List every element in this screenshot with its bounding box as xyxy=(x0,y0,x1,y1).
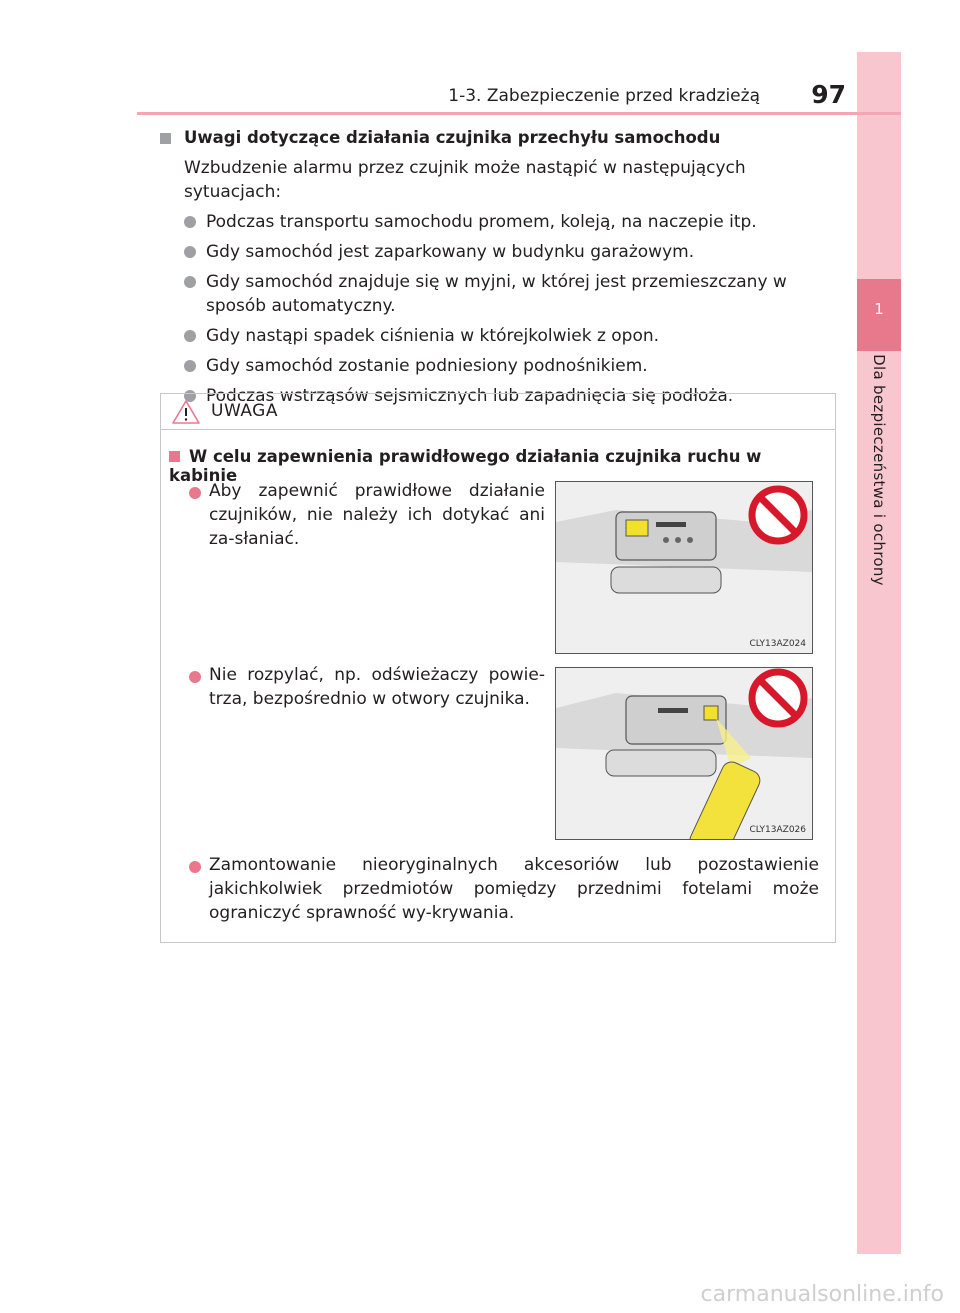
bullet-dot-icon xyxy=(184,216,196,228)
list-item: Gdy samochód jest zaparkowany w budynku garażowym. xyxy=(160,240,840,264)
bullet-dot-icon xyxy=(184,246,196,258)
illustration-sensor-no-touch xyxy=(555,481,813,654)
sensor-no-touch-image xyxy=(556,482,812,653)
section-content xyxy=(160,126,840,414)
section-title-text: Uwagi dotyczące działania czujnika przechyłu samochodu xyxy=(184,128,721,147)
chapter-number: 1 xyxy=(874,300,884,318)
chapter-sidebar xyxy=(857,52,901,1254)
bullet-dot-icon xyxy=(184,276,196,288)
warning-label: UWAGA xyxy=(211,401,278,421)
warning-header xyxy=(161,394,835,430)
bullet-dot-icon xyxy=(184,330,196,342)
square-bullet-icon xyxy=(160,133,171,144)
list-item: Gdy nastąpi spadek ciśnienia w którejkolwiek z opon. xyxy=(160,324,840,348)
bullet-dot-icon xyxy=(184,360,196,372)
header-rule xyxy=(137,112,901,115)
warning-triangle-icon xyxy=(171,399,201,425)
list-item: Gdy samochód znajduje się w myjni, w której jest przemieszczany w sposób automatyczny. xyxy=(160,270,840,318)
figure-code: CLY13AZ024 xyxy=(749,639,806,649)
figure-code: CLY13AZ026 xyxy=(749,825,806,835)
chapter-title: Dla bezpieczeństwa i ochrony xyxy=(870,354,888,586)
watermark: carmanualsonline.info xyxy=(700,1282,944,1307)
warning-item: Zamontowanie nieoryginalnych akcesoriów lub pozostawienie jakichkolwiek przedmiotów pomiędzy przednimi fotelami może ograniczyć sprawność wy-krywania. xyxy=(209,855,819,923)
warning-item: Aby zapewnić prawidłowe działanie czujników, nie należy ich dotykać ani za-słaniać. xyxy=(209,481,545,549)
bullet-dot-icon xyxy=(189,861,201,873)
list-item: Gdy samochód zostanie podniesiony podnośnikiem. xyxy=(160,354,840,378)
section-title xyxy=(160,126,840,150)
list-item: Podczas wstrząsów sejsmicznych lub zapadnięcia się podłoża. xyxy=(160,384,840,408)
no-spray-image xyxy=(556,668,812,839)
running-header-title: 1-3. Zabezpieczenie przed kradzieżą xyxy=(448,86,760,106)
illustration-no-spray xyxy=(555,667,813,840)
warning-item: Nie rozpylać, np. odświeżaczy powie-trza, bezpośrednio w otwory czujnika. xyxy=(209,665,545,709)
bullet-dot-icon xyxy=(189,487,201,499)
list-item: Podczas transportu samochodu promem, koleją, na naczepie itp. xyxy=(160,210,840,234)
square-bullet-icon xyxy=(169,451,180,462)
section-intro: Wzbudzenie alarmu przez czujnik może nastąpić w następujących sytuacjach: xyxy=(184,158,746,202)
warning-box xyxy=(160,393,836,943)
page-number: 97 xyxy=(811,80,846,109)
warning-title: W celu zapewnienia prawidłowego działania czujnika ruchu w kabinie xyxy=(169,447,762,485)
bullet-dot-icon xyxy=(189,671,201,683)
